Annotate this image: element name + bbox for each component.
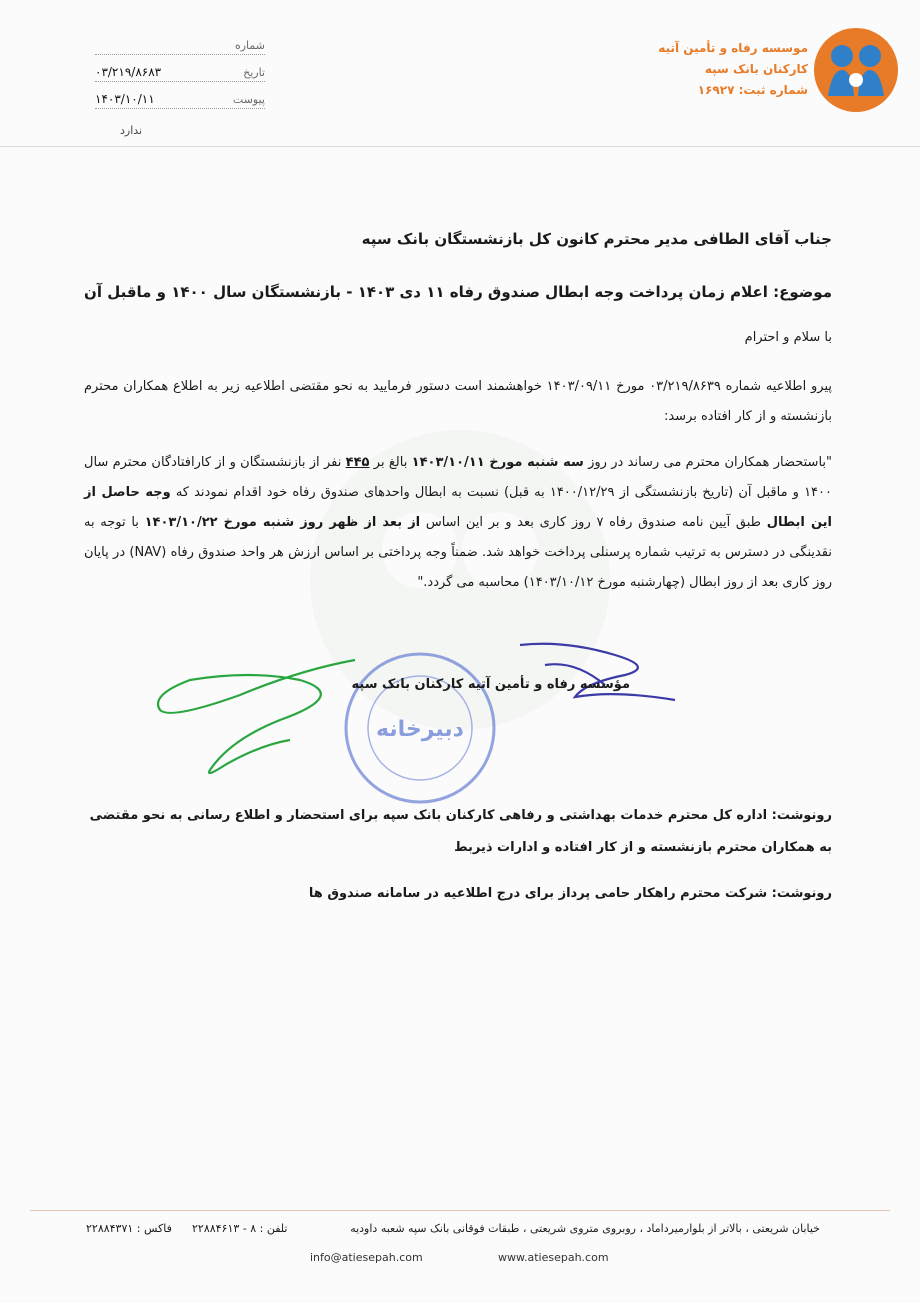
recipient: جناب آقای الطافی مدیر محترم کانون کل بازنشستگان بانک سپه — [361, 230, 832, 248]
greeting: با سلام و احترام — [744, 330, 832, 345]
blue-signature — [515, 635, 685, 705]
attach-value: ۱۴۰۳/۱۰/۱۱ — [95, 92, 155, 106]
stamp-text: دبیرخانه — [376, 717, 464, 742]
p2-part-c: بالغ بر — [369, 455, 412, 470]
attachment-field — [95, 90, 265, 109]
carbon-copy-1: رونوشت: اداره کل محترم خدمات بهداشتی و رفاهی کارکنان بانک سپه برای استحضار و اطلاع رسانی به نحو مقتضی به همکاران محترم بازنشسته و از کار افتاده و ادارات ذیربط — [89, 808, 832, 855]
subject: موضوع: اعلام زمان پرداخت وجه ابطال صندوق رفاه ۱۱ دی ۱۴۰۳ - بازنشستگان سال ۱۴۰۰ و ماقبل آن — [84, 283, 832, 301]
attach-label: پیوست — [232, 93, 265, 106]
paragraph-announcement — [84, 448, 832, 598]
date-label: تاریخ — [243, 66, 265, 79]
date-field — [95, 63, 265, 82]
footer-divider — [30, 1210, 890, 1211]
no-attachment-text: ندارد — [120, 124, 143, 137]
logo-line-2: کارکنان بانک سپه — [704, 62, 808, 76]
footer-phone: تلفن : ۸ - ۲۲۸۸۴۶۱۳ — [192, 1222, 288, 1235]
footer-email-link[interactable]: info@atiesepah.com — [310, 1251, 423, 1264]
secretariat-stamp — [340, 648, 500, 808]
logo-line-1: موسسه رفاه و تأمین آتیه — [658, 41, 808, 55]
p2-part-h: با توجه به نقدینگی در دسترس به ترتیب شماره پرسنلی پرداخت خواهد شد. ضمناً وجه پرداختی بر اساس ارزش هر واحد صندوق رفاه (NAV) در پایان روز کاری بعد از روز ابطال (چهارشنبه مورخ ۱۴۰۳/۱۰/۱۲) محاسبه می گردد." — [84, 515, 833, 590]
footer-fax: فاکس : ۲۲۸۸۴۳۷۱ — [86, 1222, 172, 1235]
p2-part-a: "باستحضار همکاران محترم می رساند در روز — [583, 455, 832, 470]
logo-text — [658, 38, 808, 101]
p2-part-f: طبق آیین نامه صندوق رفاه ۷ روز کاری بعد و بر این اساس — [420, 515, 767, 530]
paragraph-reference: پیرو اطلاعیه شماره ۰۳/۲۱۹/۸۶۳۹ مورخ ۱۴۰۳/۰۹/۱۱ خواهشمند است دستور فرمایید به نحو مقتضی اطلاعیه زیر به اطلاع همکاران محترم بازنشسته و از کار افتاده برسد: — [84, 379, 832, 424]
footer-address: خیابان شریعتی ، بالاتر از بلوارمیرداماد ، روبروی متروی شریعتی ، طبقات فوقانی بانک سپه شعبه داودیه — [350, 1222, 820, 1235]
organization-logo-icon — [812, 26, 900, 114]
date-value: ۰۳/۲۱۹/۸۶۸۳ — [95, 65, 162, 79]
number-label: شماره — [234, 39, 265, 52]
logo-line-3: شماره ثبت: ۱۶۹۲۷ — [697, 83, 808, 97]
number-field — [95, 36, 265, 55]
p2-date-bold: سه شنبه مورخ ۱۴۰۳/۱۰/۱۱ — [411, 455, 584, 470]
p2-count: ۴۴۵ — [345, 455, 370, 470]
header-divider — [0, 146, 920, 147]
p2-part-d: نفر از بازنشستگان و از کارافتادگان محترم سال ۱۴۰۰ و ماقبل آن (تاریخ بازنشستگی از ۱۴۰۰/۱۲/۲۹ به قبل) نسبت به ابطال واحدهای صندوق رفاه خود اقدام نمودند که — [84, 455, 832, 500]
p2-payment-date-bold: از بعد از ظهر روز شنبه مورخ ۱۴۰۳/۱۰/۲۲ — [144, 515, 421, 530]
footer-website-link[interactable]: www.atiesepah.com — [498, 1251, 609, 1264]
green-signature — [150, 650, 370, 780]
signature-organization: مؤسسه رفاه و تأمین آتیه کارکنان بانک سپه — [351, 677, 630, 692]
carbon-copy-2: رونوشت: شرکت محترم راهکار حامی پرداز برای درج اطلاعیه در سامانه صندوق ها — [308, 886, 832, 901]
p2-proceeds-bold: وجه حاصل از این ابطال — [84, 485, 832, 530]
